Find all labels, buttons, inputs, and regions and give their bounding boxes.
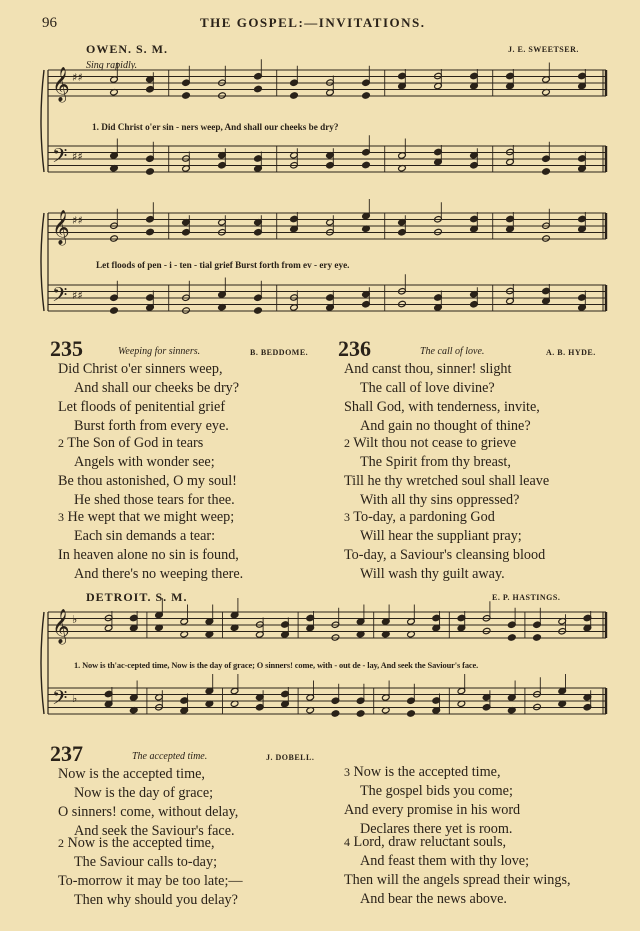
note-head <box>254 307 263 314</box>
hymn-title-236: The call of love. <box>420 346 485 357</box>
owen-lyric-line-1: 1. Did Christ o'er sin - ners weep, And shall our cheeks be dry? <box>92 122 339 132</box>
tempo-marking: Sing rapidly. <box>86 60 138 71</box>
note-head <box>362 92 371 99</box>
key-signature-icon: ♭ <box>72 613 78 626</box>
note-head <box>508 634 517 641</box>
note-head <box>331 710 340 717</box>
running-title: THE GOSPEL:—INVITATIONS. <box>200 15 426 30</box>
note-head <box>331 634 340 641</box>
hymn-235-stanza-3: 3 He wept that we might weep; Each sin demands a tear: In heaven alone no sin is found, And there's no weeping there. <box>58 509 244 582</box>
hymn-235-stanza-1: Did Christ o'er sinners weep, And shall our cheeks be dry? Let floods of penitential grief Burst forth from every eye. <box>58 361 240 434</box>
key-signature-icon: ♯♯ <box>72 214 83 227</box>
key-signature-icon: ♯♯ <box>72 289 83 302</box>
hymn-author-236: A. B. HYDE. <box>546 348 596 357</box>
note-head <box>407 710 416 717</box>
hymn-237-stanza-3: 3 Now is the accepted time, The gospel bids you come; And every promise in his word Declares there yet is room. <box>344 764 521 837</box>
page-number: 96 <box>42 15 57 31</box>
treble-clef-icon: 𝄞 <box>52 67 70 102</box>
treble-clef-icon: 𝄞 <box>52 210 70 245</box>
hymn-236-stanza-2: 2 Wilt thou not cease to grieve The Spirit from thy breast, Till he thy wretched soul shall leave With all thy sins oppressed? <box>344 435 550 508</box>
key-signature-icon: ♭ <box>72 692 78 705</box>
music-system-detroit <box>38 604 610 738</box>
tune-name-owen: OWEN. S. M. <box>86 42 169 56</box>
note-head <box>533 634 542 641</box>
bass-clef-icon: 𝄢 <box>52 686 68 714</box>
hymn-title-235: Weeping for sinners. <box>118 346 201 357</box>
note-head <box>110 307 119 314</box>
note-head <box>542 235 551 242</box>
tune-composer-detroit: E. P. HASTINGS. <box>492 593 561 602</box>
bass-clef-icon: 𝄢 <box>52 144 68 172</box>
hymn-number-237: 237 <box>50 741 83 766</box>
note-head <box>434 228 443 235</box>
note-head <box>398 300 407 307</box>
hymn-236-stanza-1: And canst thou, sinner! slight The call of love divine? Shall God, with tenderness, invite, And gain no thought of thine? <box>344 361 540 434</box>
note-head <box>182 307 191 314</box>
hymn-237-stanza-1: Now is the accepted time, Now is the day of grace; O sinners! come, without delay, And seek the Saviour's face. <box>58 766 239 839</box>
note-head <box>533 703 542 710</box>
note-head <box>146 228 155 235</box>
hymn-237-stanza-4: 4 Lord, draw reluctant souls, And feast them with thy love; Then will the angels spread their wings, And bear the news above. <box>344 834 571 907</box>
note-head <box>356 710 365 717</box>
note-head <box>182 92 191 99</box>
detroit-lyric-line-1: 1. Now is th'ac-cepted time, Now is the day of grace; O sinners! come, with - out de - lay, And seek the Saviour's face. <box>74 661 479 670</box>
hymn-number-235: 235 <box>50 336 83 361</box>
bass-clef-icon: 𝄢 <box>52 283 68 311</box>
hymn-236-stanza-3: 3 To-day, a pardoning God Will hear the suppliant pray; To-day, a Saviour's cleansing blood Will wash thy guilt away. <box>344 509 546 582</box>
key-signature-icon: ♯♯ <box>72 71 83 84</box>
hymn-title-237: The accepted time. <box>132 751 208 762</box>
tune-composer-owen: J. E. SWEETSER. <box>508 45 579 54</box>
treble-clef-icon: 𝄞 <box>52 609 70 644</box>
owen-lyric-line-2: Let floods of pen - i - ten - tial grief Burst forth from ev - ery eye. <box>96 260 350 270</box>
note-head <box>482 627 491 634</box>
hymn-author-237: J. DOBELL. <box>266 753 315 762</box>
key-signature-icon: ♯♯ <box>72 150 83 163</box>
note-head <box>218 92 227 99</box>
note-head <box>542 168 551 175</box>
note-head <box>254 85 263 92</box>
hymn-number-236: 236 <box>338 336 371 361</box>
tune-name-detroit: DETROIT. S. M. <box>86 590 188 604</box>
note-head <box>290 92 299 99</box>
hymn-235-stanza-2: 2 The Son of God in tears Angels with wonder see; Be thou astonished, O my soul! He shed those tears for thee. <box>58 435 237 508</box>
hymn-author-235: B. BEDDOME. <box>250 348 309 357</box>
hymn-237-stanza-2: 2 Now is the accepted time, The Saviour calls to-day; To-morrow it may be too late;— Then why should you delay? <box>58 835 243 908</box>
note-head <box>146 168 155 175</box>
note-head <box>362 161 371 168</box>
note-head <box>110 235 119 242</box>
